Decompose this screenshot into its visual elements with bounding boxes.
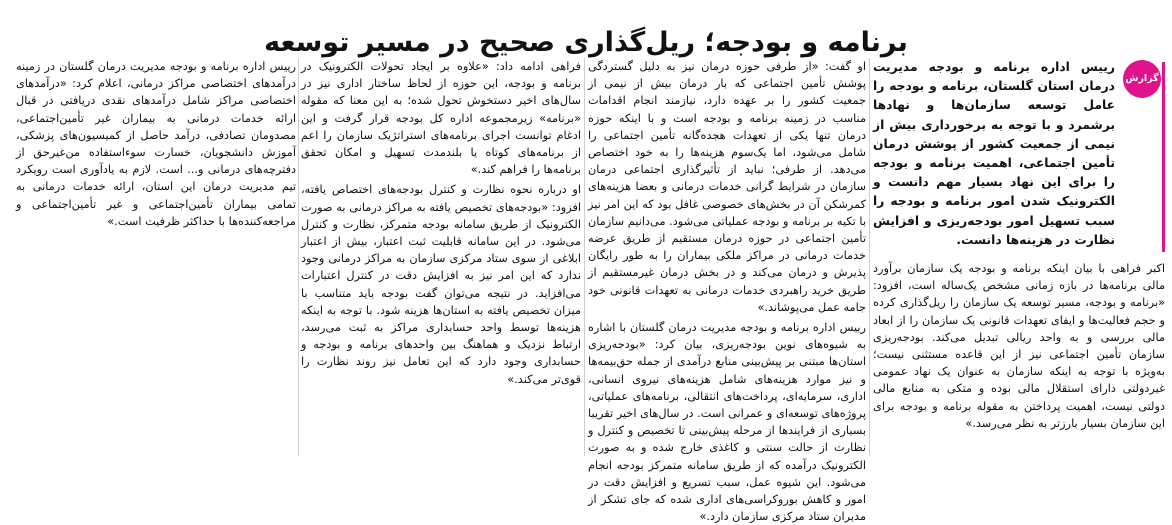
article-lead xyxy=(873,58,1165,250)
column-divider xyxy=(869,58,870,456)
article-paragraph: اکبر فراهی با بیان اینکه برنامه و بودجه یک سازمان برآورد مالی برنامه‌ها در بازه زمانی مشخص یک‌ساله است، افزود: «برنامه و بودجه، مسیر توسعه یک سازمان را ریل‌گذاری کرده و حجم فعالیت‌ها و ایفای تعهدات قانونی یک سازمان را از ابعاد مالی بررسی و به واحد ریالی تبدیل می‌کند. بودجه‌ریزی سازمان تأمین اجتماعی نیز از این قاعده مستثنی نیست؛ به‌ویژه با توجه به اینکه سازمان به عنوان یک نهاد عمومی غیردولتی دارای استقلال مالی بوده و متکی به منابع مالی دولتی نیست، اهمیت پرداختن به مقوله برنامه و بودجه برای این سازمان بسیار بارزتر به نظر می‌رسد.» xyxy=(873,262,1165,430)
report-badge: گزارش xyxy=(1123,60,1161,98)
article-headline: برنامه و بودجه؛ ریل‌گذاری صحیح در مسیر توسعه xyxy=(264,27,908,59)
article-column-1 xyxy=(873,58,1165,458)
lead-accent-bar xyxy=(1162,62,1165,252)
article-paragraph: رییس اداره برنامه و بودجه مدیریت درمان گلستان در زمینه درآمدهای اختصاصی مراکز درمانی، اعلام کرد: «درآمدهای اختصاصی مراکز شامل درآمدهای نقدی دریافتی در قبال ارائه خدمات درمانی به بیماران غیر تأمین‌اجتماعی، مصدومان تصادفی، درآمد حاصل از کمیسیون‌های پزشکی، آموزش دانشجویان، خسارت سوءاستفاده من‌غیرحق از دفترچه‌های درمانی و... است. لازم به یادآوری است رویکرد تیم مدیریت درمان این استان، ارائه خدمات درمانی به تمامی بیماران تأمین‌اجتماعی و غیر تأمین‌اجتماعی و مراجعه‌کننده‌ها با حداکثر ظرفیت است.» xyxy=(16,60,296,228)
article-paragraph: او درباره نحوه نظارت و کنترل بودجه‌های اختصاص یافته، افزود: «بودجه‌های تخصیص یافته به مراکز درمانی به صورت الکترونیک از طریق سامانه بودجه متمرکز، نظارت و کنترل می‌شود. در این سامانه قابلیت ثبت اعتبار، بیش از اعتبار ابلاغی از سوی ستاد مرکزی سازمان به مراکز درمانی وجود ندارد که این امر نیز به افزایش دقت در کنترل اعتبارات می‌افزاید. در نتیجه می‌توان گفت بودجه باید متناسب با میزان تخصیص یافته به استان‌ها هزینه شود. با توجه به اینکه هزینه‌ها توسط واحد حسابداری مراکز به ثبت می‌رسد، ارتباط نزدیک و هماهنگ بین واحدهای برنامه و بودجه و حسابداری وجود دارد که این تعامل نیز روند نظارت را قوی‌تر می‌کند.» xyxy=(301,183,581,386)
article-column-2 xyxy=(588,58,866,524)
lead-text: رییس اداره برنامه و بودجه مدیریت درمان استان گلستان، برنامه و بودجه را عامل توسعه سازمان‌ها و نهادها برشمرد و با توجه به برخورداری بیش از نیمی از جمعیت کشور از پوشش درمان تأمین اجتماعی، اهمیت برنامه و بودجه را برای این نهاد بسیار مهم دانست و الکترونیک شدن امور برنامه و بودجه را سبب تسهیل امور بودجه‌ریزی و افزایش نظارت در هزینه‌ها دانست. xyxy=(873,60,1115,247)
column-divider xyxy=(298,58,299,456)
article-paragraph: او گفت: «از طرفی حوزه درمان نیز به دلیل گستردگی پوشش تأمین اجتماعی که بار درمان بیش از نیمی از جمعیت کشور را بر عهده دارد، نیازمند انجام اقدامات مناسب در زمینه برنامه و بودجه است و با اینکه حوزه درمان تنها یکی از تعهدات هجده‌گانه تأمین اجتماعی را شامل می‌شود، اما یک‌سوم هزینه‌ها را به خود اختصاص می‌دهد. از طرفی؛ نباید از تأثیرگذاری اجتماعی درمان سازمان در شرایط گرانی خدمات درمانی و بعضا هزینه‌های کمرشکن آن در بخش‌های خصوصی غافل بود که این امر نیز با تکیه بر برنامه و بودجه عملیاتی می‌شود. می‌دانیم سازمان تأمین اجتماعی در حوزه درمان مستقیم از طریق عرضه خدمات درمانی در مراکز ملکی بیماران را به طور رایگان پذیرش و درمان می‌کند و در بخش درمان غیرمستقیم از طریق خرید راهبردی خدمات درمانی به تعهدات قانونی خود جامه عمل می‌پوشاند.» xyxy=(588,60,866,314)
article-column-3 xyxy=(301,58,581,458)
column-divider xyxy=(584,58,585,456)
article-paragraph: فراهی ادامه داد: «علاوه بر ایجاد تحولات الکترونیک در برنامه و بودجه، این حوزه از لحاظ ساختار اداری نیز در سال‌های اخیر دستخوش تحول شده؛ به این معنا که مقوله «برنامه» زیرمجموعه اداره کل بودجه قرار گرفت و این ادغام توانست اجرای برنامه‌های استراتژیک سازمان را اعم از برنامه‌های کوتاه یا بلندمدت تسهیل و امکان تحقق برنامه‌ها را فراهم کند.» xyxy=(301,60,581,177)
article-paragraph: رییس اداره برنامه و بودجه مدیریت درمان گلستان با اشاره به شیوه‌های نوین بودجه‌ریزی، بیان کرد: «بودجه‌ریزی استان‌ها مبتنی بر پیش‌بینی منابع درآمدی از جمله حق‌بیمه‌ها و نیز موارد هزینه‌های شامل هزینه‌های نیروی انسانی، اداری، سرمایه‌ای، پرداخت‌های انتقالی، برنامه‌های عملیاتی، پروژه‌های توسعه‌ای و عمرانی است. در سال‌های اخیر تقریبا بسیاری از فرایندها از مرحله پیش‌بینی تا تخصیص و کنترل و نظارت از حالت سنتی و کاغذی خارج شده و به صورت الکترونیک درآمده که از طریق سامانه متمرکز بودجه انجام می‌شود. این شیوه عمل، سبب تسریع و افزایش دقت در امور و کاهش بوروکراسی‌های اداری شده که جای تشکر از مدیران ستاد مرکزی سازمان دارد.» xyxy=(588,321,866,524)
article-column-4 xyxy=(16,58,296,458)
